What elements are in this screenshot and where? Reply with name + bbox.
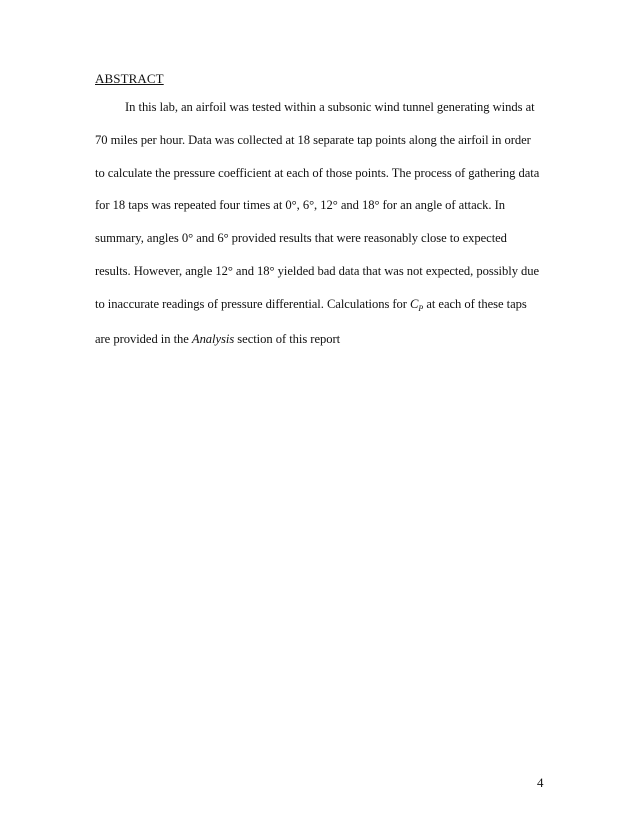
abstract-line-calculations: [95, 288, 555, 323]
line-text: are provided in the: [95, 331, 192, 346]
abstract-line: 70 miles per hour. Data was collected at 18 separate tap points along the airfoil in order: [95, 132, 531, 147]
abstract-heading: ABSTRACT: [95, 71, 164, 86]
abstract-line: results. However, angle 12° and 18° yielded bad data that was not expected, possibly due: [95, 263, 540, 278]
abstract-line-analysis: [95, 323, 555, 356]
line-text: section of this report: [234, 331, 341, 346]
abstract-line: for 18 taps was repeated four times at 0°, 6°, 12° and 18° for an angle of attack. In: [95, 198, 506, 213]
line-text: to inaccurate readings of pressure differential. Calculations for: [95, 296, 411, 311]
analysis-section-reference: Analysis: [191, 331, 235, 346]
abstract-body: [95, 91, 555, 355]
cp-symbol: C: [410, 296, 419, 311]
cp-subscript: P: [418, 303, 424, 313]
abstract-line: to calculate the pressure coefficient at each of those points. The process of gathering data: [95, 165, 540, 180]
line-text: at each of these taps: [423, 296, 527, 311]
abstract-line: In this lab, an airfoil was tested within a subsonic wind tunnel generating winds at: [125, 100, 535, 114]
abstract-line: summary, angles 0° and 6° provided results that were reasonably close to expected: [95, 231, 507, 246]
page-number: 4: [537, 775, 544, 790]
